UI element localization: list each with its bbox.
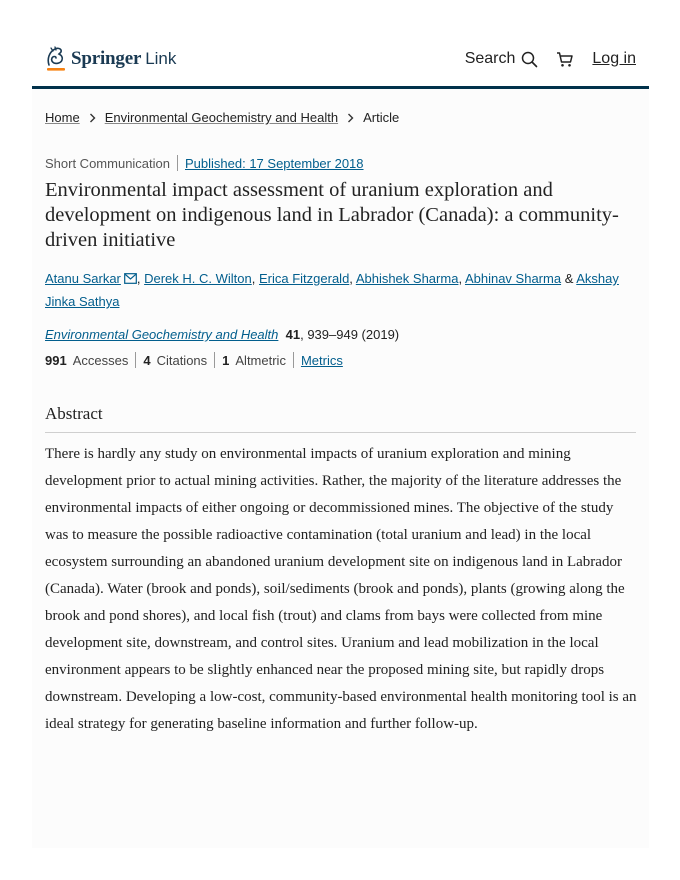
page	[32, 0, 649, 848]
author-separator: ,	[251, 271, 259, 286]
springer-link-logo[interactable]	[44, 45, 176, 73]
citations-label: Citations	[156, 352, 208, 368]
year: (2019)	[357, 327, 400, 342]
search-button[interactable]	[465, 50, 539, 68]
author-link[interactable]: Abhinav Sharma	[464, 271, 562, 286]
volume: 41	[285, 327, 301, 342]
search-label: Search	[464, 50, 516, 67]
altmetric-count: 1	[222, 352, 230, 368]
logo-springer-text: Springer	[71, 48, 142, 69]
chevron-right-icon	[89, 113, 96, 123]
author-separator: &	[561, 271, 577, 286]
breadcrumb-current: Article	[363, 110, 400, 125]
citation-line	[45, 327, 399, 342]
article-meta	[45, 155, 364, 171]
header-actions	[465, 49, 636, 69]
cart-icon	[556, 51, 574, 68]
login-link[interactable]: Log in	[592, 50, 636, 67]
author-list	[45, 267, 635, 313]
author-link[interactable]: Akshay Jinka Sathya	[45, 271, 619, 309]
published-date-link[interactable]: Published: 17 September 2018	[185, 155, 364, 171]
springer-horse-icon	[44, 45, 68, 73]
site-header	[32, 0, 649, 89]
breadcrumb-journal-link[interactable]: Environmental Geochemistry and Health	[104, 110, 339, 125]
journal-link[interactable]: Environmental Geochemistry and Health	[45, 327, 279, 342]
abstract-heading: Abstract	[45, 404, 103, 423]
author-link[interactable]: Derek H. C. Wilton	[144, 271, 252, 286]
accesses-count: 991	[45, 352, 67, 368]
article-type: Short Communication	[45, 155, 170, 171]
abstract-text: There is hardly any study on environmental impacts of uranium exploration and mining development prior to actual mining activities. Rather, the majority of the literature addresses the environmental impacts of either ongoing or decommissioned mines. The objective of the study was to measure the possible radioactive contamination (total uranium and lead) in the local ecosystem surrounding an abandoned uranium development site on indigenous land in Labrador (Canada). Water (brook and ponds), soil/sediments (brook and ponds), plants (growing along the brook and pond shores), and local fish (trout) and clams from bays were collected from mine development site, downstream, and control sites. Uranium and lead mobilization in the local environment appears to be slightly enhanced near the proposed mining site, but rapidly drops downstream. Developing a low-cost, community-based environmental health monitoring tool is an ideal strategy for generating baseline information and further follow-up.	[45, 446, 637, 732]
divider	[135, 352, 136, 368]
divider	[214, 352, 215, 368]
author-link[interactable]: Abhishek Sharma	[355, 271, 459, 286]
breadcrumb	[45, 110, 399, 125]
search-icon	[521, 51, 538, 68]
author-link[interactable]: Erica Fitzgerald	[258, 271, 350, 286]
pages: , 939–949	[300, 327, 358, 342]
chevron-right-icon	[347, 113, 354, 123]
author-separator: ,	[349, 271, 356, 286]
mail-icon[interactable]	[124, 273, 137, 284]
divider	[293, 352, 294, 368]
author-separator: ,	[136, 271, 145, 286]
logo-link-text: Link	[145, 49, 177, 68]
accesses-label: Accesses	[72, 352, 129, 368]
breadcrumb-home-link[interactable]: Home	[45, 110, 80, 125]
altmetric-label: Altmetric	[235, 352, 286, 368]
divider	[177, 155, 178, 171]
metrics-link[interactable]: Metrics	[300, 352, 343, 368]
article-metrics	[45, 352, 343, 368]
abstract-divider	[45, 432, 636, 433]
cart-button[interactable]	[556, 51, 574, 68]
citations-count: 4	[143, 352, 151, 368]
article-title: Environmental impact assessment of uranium exploration and development on indigenous land in Labrador (Canada): a community-driven initiative	[45, 179, 619, 251]
author-separator: ,	[458, 271, 465, 286]
author-link[interactable]: Atanu Sarkar	[45, 271, 121, 286]
